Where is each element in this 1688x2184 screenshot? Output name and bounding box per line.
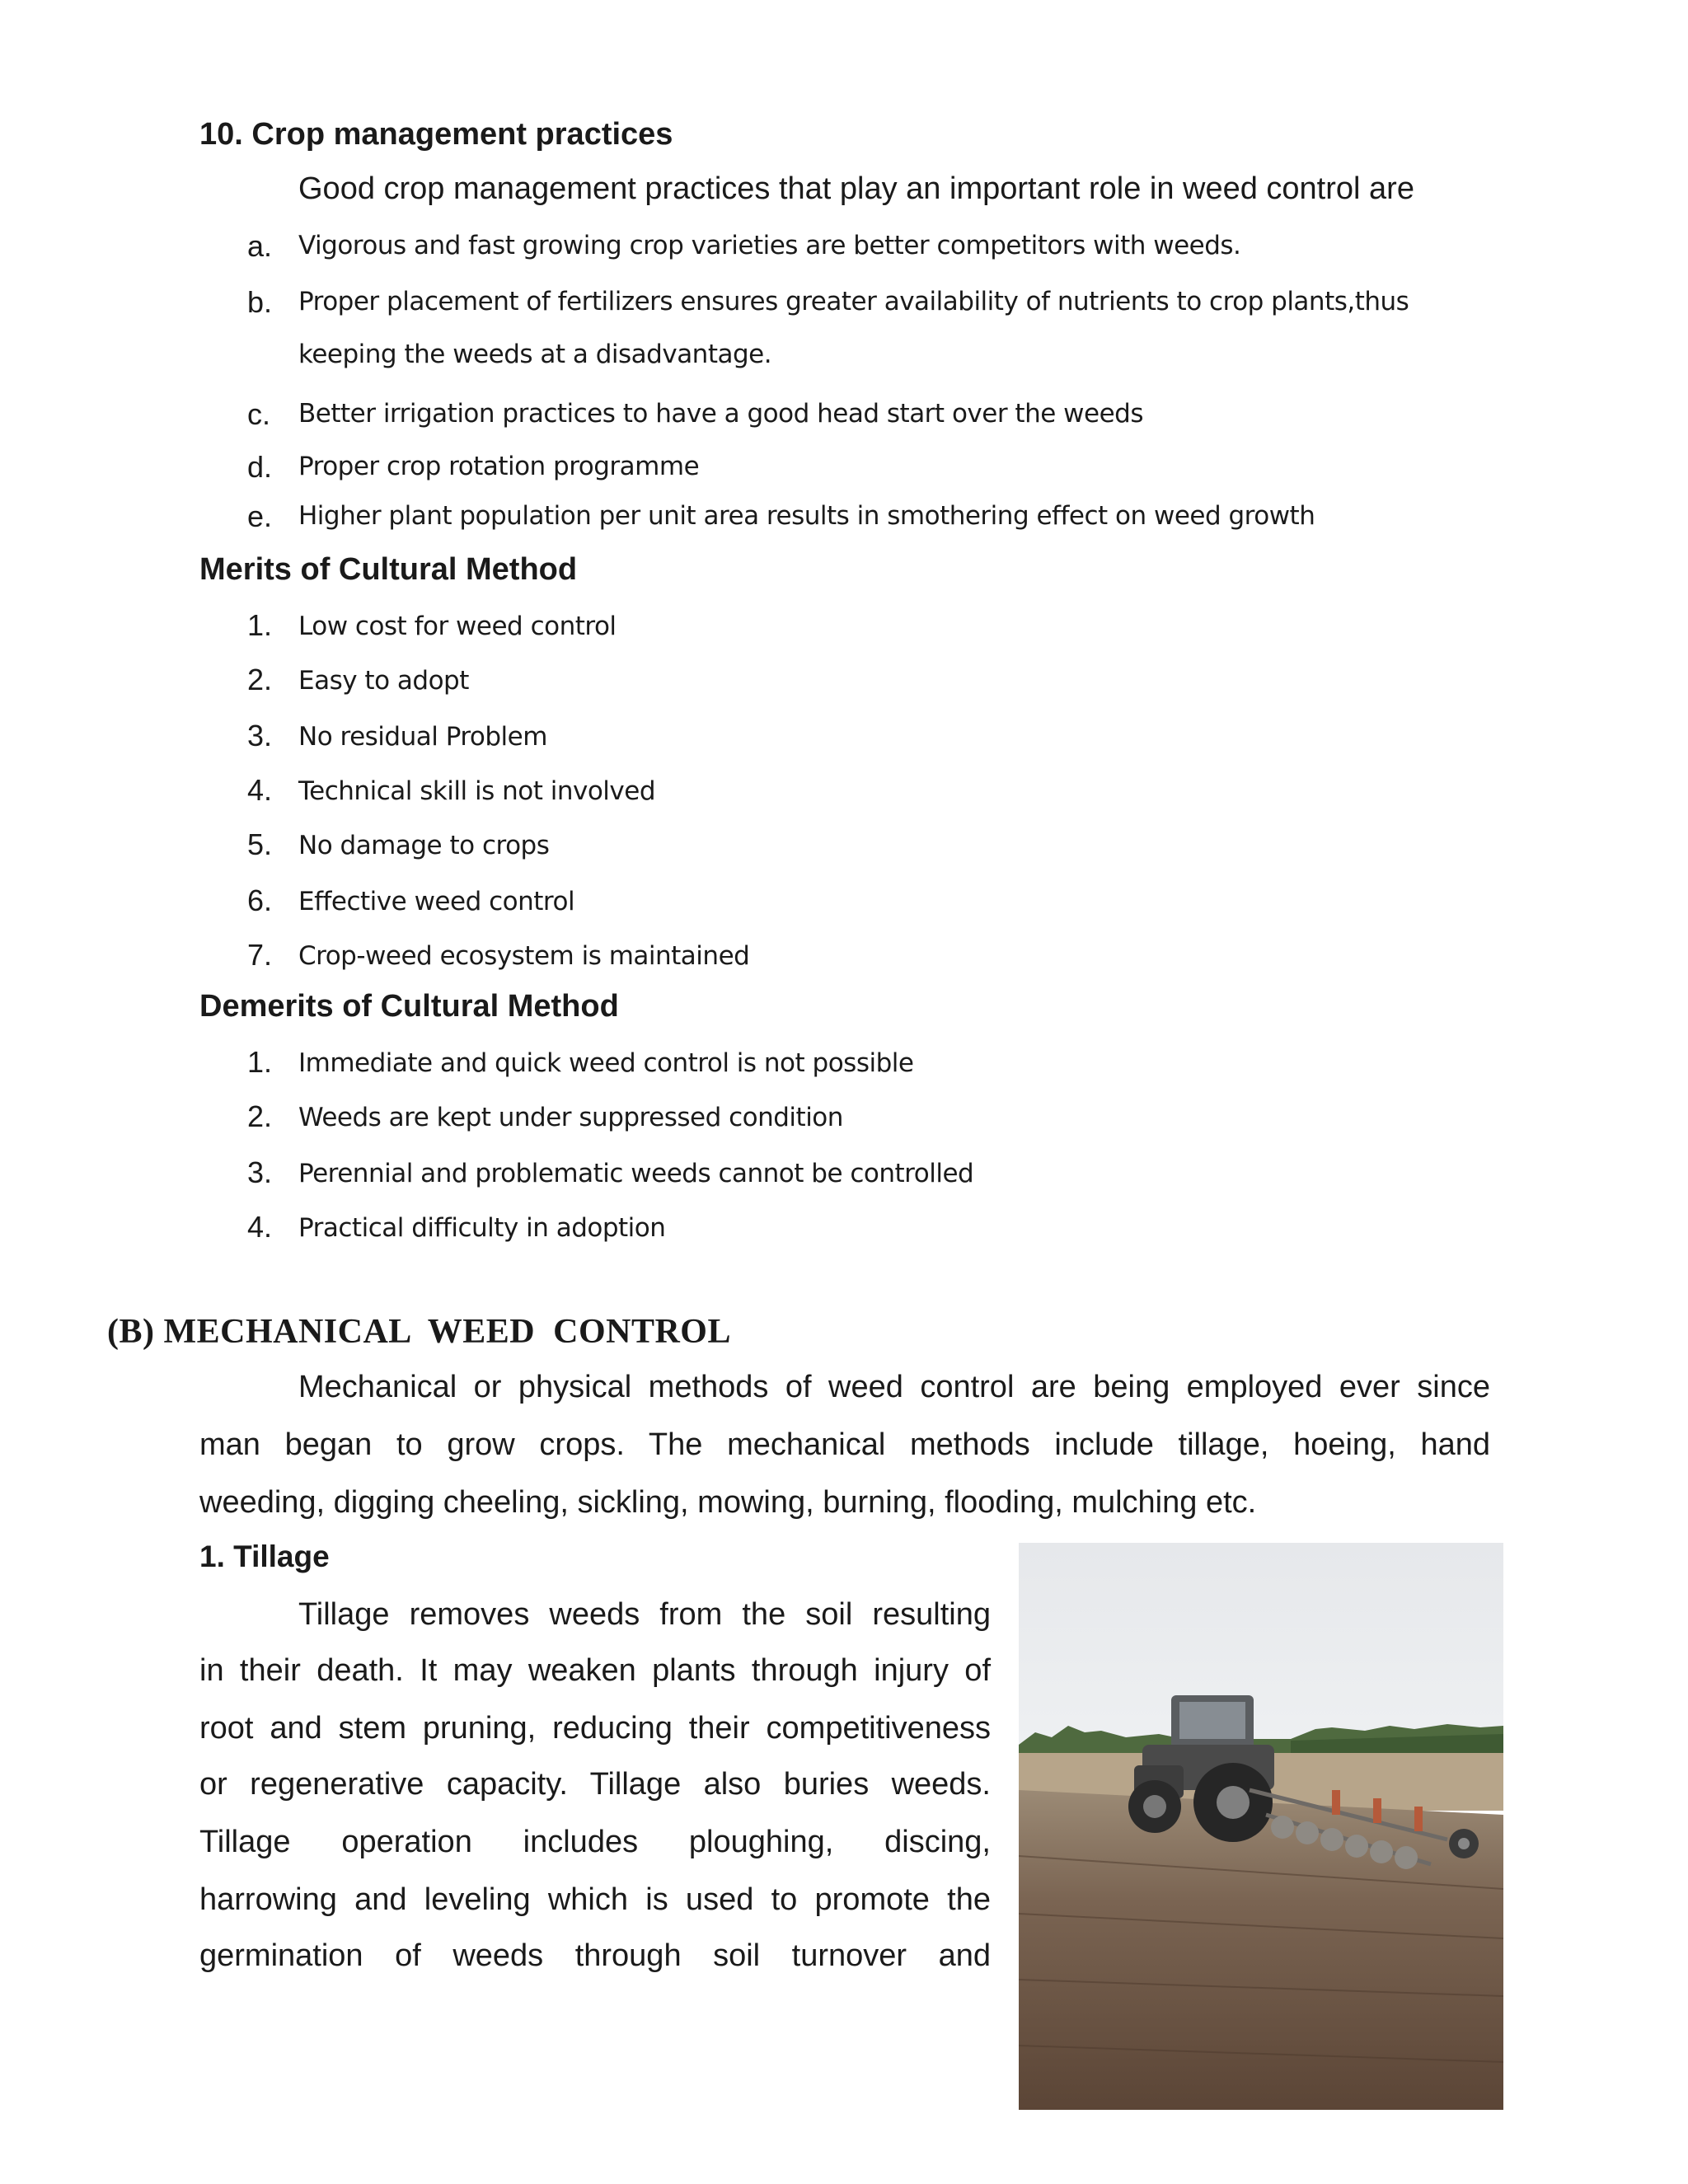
tillage-heading: 1. Tillage: [199, 1540, 330, 1573]
list-marker: 3.: [247, 1155, 273, 1189]
list-item: Effective weed control: [298, 887, 575, 916]
list-marker: 4.: [247, 773, 273, 807]
list-marker: d.: [247, 450, 273, 484]
list-marker: 5.: [247, 827, 273, 861]
list-marker: c.: [247, 397, 271, 431]
list-item: Higher plant population per unit area results in smothering effect on weed growth: [298, 501, 1315, 531]
list-item: Weeds are kept under suppressed condition: [298, 1103, 843, 1132]
crop-management-intro: Good crop management practices that play an important role in weed control are: [298, 171, 1414, 206]
list-marker: b.: [247, 285, 273, 319]
list-marker: 6.: [247, 883, 273, 917]
list-item: Immediate and quick weed control is not possible: [298, 1048, 914, 1078]
mechanical-paragraph-line: Mechanical or physical methods of weed control are being employed ever since: [298, 1370, 1490, 1404]
list-item: Technical skill is not involved: [298, 776, 656, 806]
list-item: Proper crop rotation programme: [298, 452, 700, 481]
list-item: Practical difficulty in adoption: [298, 1213, 666, 1243]
list-marker: 1.: [247, 608, 273, 642]
demerits-heading: Demerits of Cultural Method: [199, 989, 619, 1024]
tractor-tillage-photo: [1019, 1543, 1503, 2110]
list-item: Vigorous and fast growing crop varieties are better competitors with weeds.: [298, 231, 1241, 260]
mechanical-section-heading: (B) MECHANICAL WEED CONTROL: [107, 1313, 731, 1351]
list-item: Easy to adopt: [298, 666, 469, 696]
tillage-paragraph-line: root and stem pruning, reducing their competitiveness: [199, 1711, 991, 1746]
list-marker: 4.: [247, 1210, 273, 1244]
list-marker: 7.: [247, 938, 273, 972]
list-item: No damage to crops: [298, 831, 550, 860]
tillage-paragraph-line: or regenerative capacity. Tillage also buries weeds.: [199, 1767, 991, 1802]
list-item: Perennial and problematic weeds cannot be controlled: [298, 1159, 974, 1188]
list-marker: a.: [247, 229, 273, 263]
crop-management-heading: 10. Crop management practices: [199, 117, 673, 152]
tillage-paragraph-line: harrowing and leveling which is used to promote the: [199, 1882, 991, 1917]
tillage-paragraph-line: germination of weeds through soil turnover and: [199, 1938, 991, 1973]
tillage-paragraph-line: in their death. It may weaken plants through injury of: [199, 1653, 991, 1688]
list-marker: 1.: [247, 1045, 273, 1079]
list-item: Better irrigation practices to have a good head start over the weeds: [298, 399, 1143, 429]
list-marker: 3.: [247, 719, 273, 752]
list-item: Crop-weed ecosystem is maintained: [298, 941, 750, 971]
list-item: No residual Problem: [298, 722, 547, 752]
list-item-continuation: keeping the weeds at a disadvantage.: [298, 340, 772, 369]
tillage-paragraph-line: Tillage removes weeds from the soil resulting: [298, 1597, 991, 1632]
list-item: Low cost for weed control: [298, 612, 617, 641]
tillage-paragraph-line: Tillage operation includes ploughing, discing,: [199, 1825, 991, 1859]
merits-heading: Merits of Cultural Method: [199, 552, 578, 587]
mechanical-paragraph-line: man began to grow crops. The mechanical methods include tillage, hoeing, hand: [199, 1427, 1490, 1462]
list-marker: e.: [247, 499, 273, 533]
list-marker: 2.: [247, 1099, 273, 1133]
list-item: Proper placement of fertilizers ensures greater availability of nutrients to crop plants,thus: [298, 287, 1409, 316]
list-marker: 2.: [247, 663, 273, 696]
mechanical-paragraph-line: weeding, digging cheeling, sickling, mowing, burning, flooding, mulching etc.: [199, 1485, 1257, 1520]
